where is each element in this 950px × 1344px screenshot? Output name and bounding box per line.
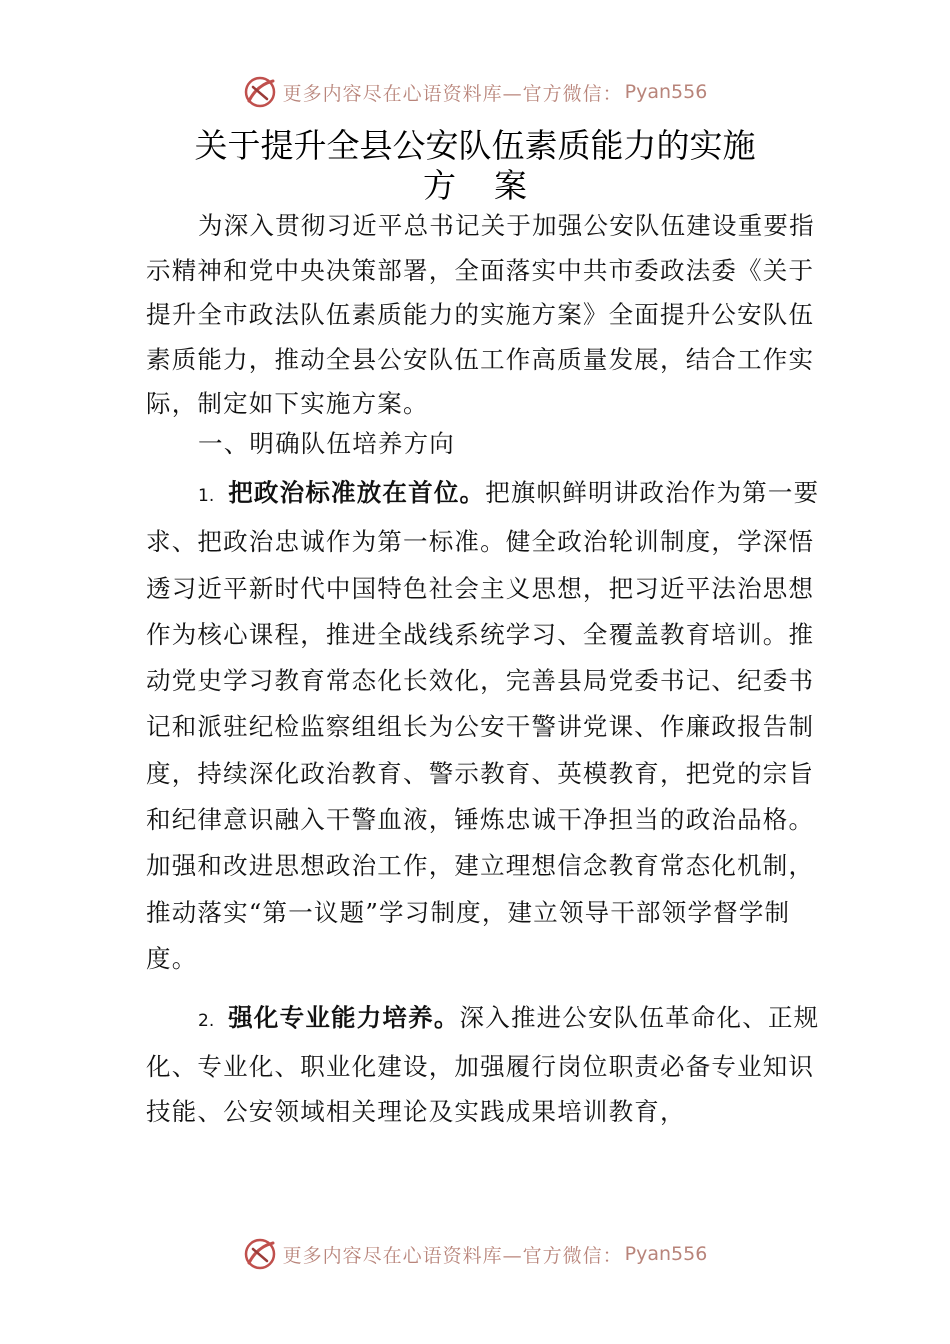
logo-icon: [243, 75, 277, 109]
item-2-number: 2.: [198, 1011, 215, 1031]
wechat-id: Pyan556: [624, 81, 708, 103]
watermark-header: [0, 70, 950, 114]
logo-icon: [243, 1237, 277, 1271]
item-2-lead: 强化专业能力培养。: [228, 1003, 460, 1032]
item-1-body: 把旗帜鲜明讲政治作为第一要求、把政治忠诚作为第一标准。健全政治轮训制度，学深悟透习近平新时代中国特色社会主义思想，把习近平法治思想作为核心课程，推进全战线系统学习、全覆盖教育培训。推动党史学习教育常态化长效化，完善县局党委书记、纪委书记和派驻纪检监察组组长为公安干警讲党课、作廉政报告制度，持续深化政治教育、警示教育、英模教育，把党的宗旨和纪律意识融入干警血液，锤炼忠诚干净担当的政治品格。加强和改进思想政治工作，建立理想信念教育常态化机制，推动落实“第一议题”学习制度，建立领导干部领学督学制度。: [146, 478, 820, 973]
wechat-id: Pyan556: [624, 1243, 708, 1265]
document-title: [0, 126, 950, 206]
title-line-1: 关于提升全县公安队伍素质能力的实施: [194, 126, 756, 165]
item-2-paragraph: [146, 995, 822, 1134]
watermark-text: 更多内容尽在心语资料库—官方微信：: [282, 1244, 623, 1267]
item-2-body: 深入推进公安队伍革命化、正规化、专业化、职业化建设，加强履行岗位职责必备专业知识技能、公安领域相关理论及实践成果培训教育，: [146, 1003, 820, 1126]
section-heading: 一、明确队伍培养方向: [198, 429, 455, 458]
intro-paragraph: 为深入贯彻习近平总书记关于加强公安队伍建设重要指示精神和党中央决策部署，全面落实中共市委政法委《关于提升全市政法队伍素质能力的实施方案》全面提升公安队伍素质能力，推动全县公安队伍工作高质量发展，结合工作实际，制定如下实施方案。: [146, 211, 815, 418]
item-1-lead: 把政治标准放在首位。: [228, 478, 486, 507]
title-line-2: 方案: [423, 166, 565, 205]
item-1-paragraph: [146, 470, 822, 982]
watermark-text: 更多内容尽在心语资料库—官方微信：: [282, 82, 623, 105]
watermark-footer: [0, 1232, 950, 1276]
item-1-number: 1.: [198, 486, 215, 506]
